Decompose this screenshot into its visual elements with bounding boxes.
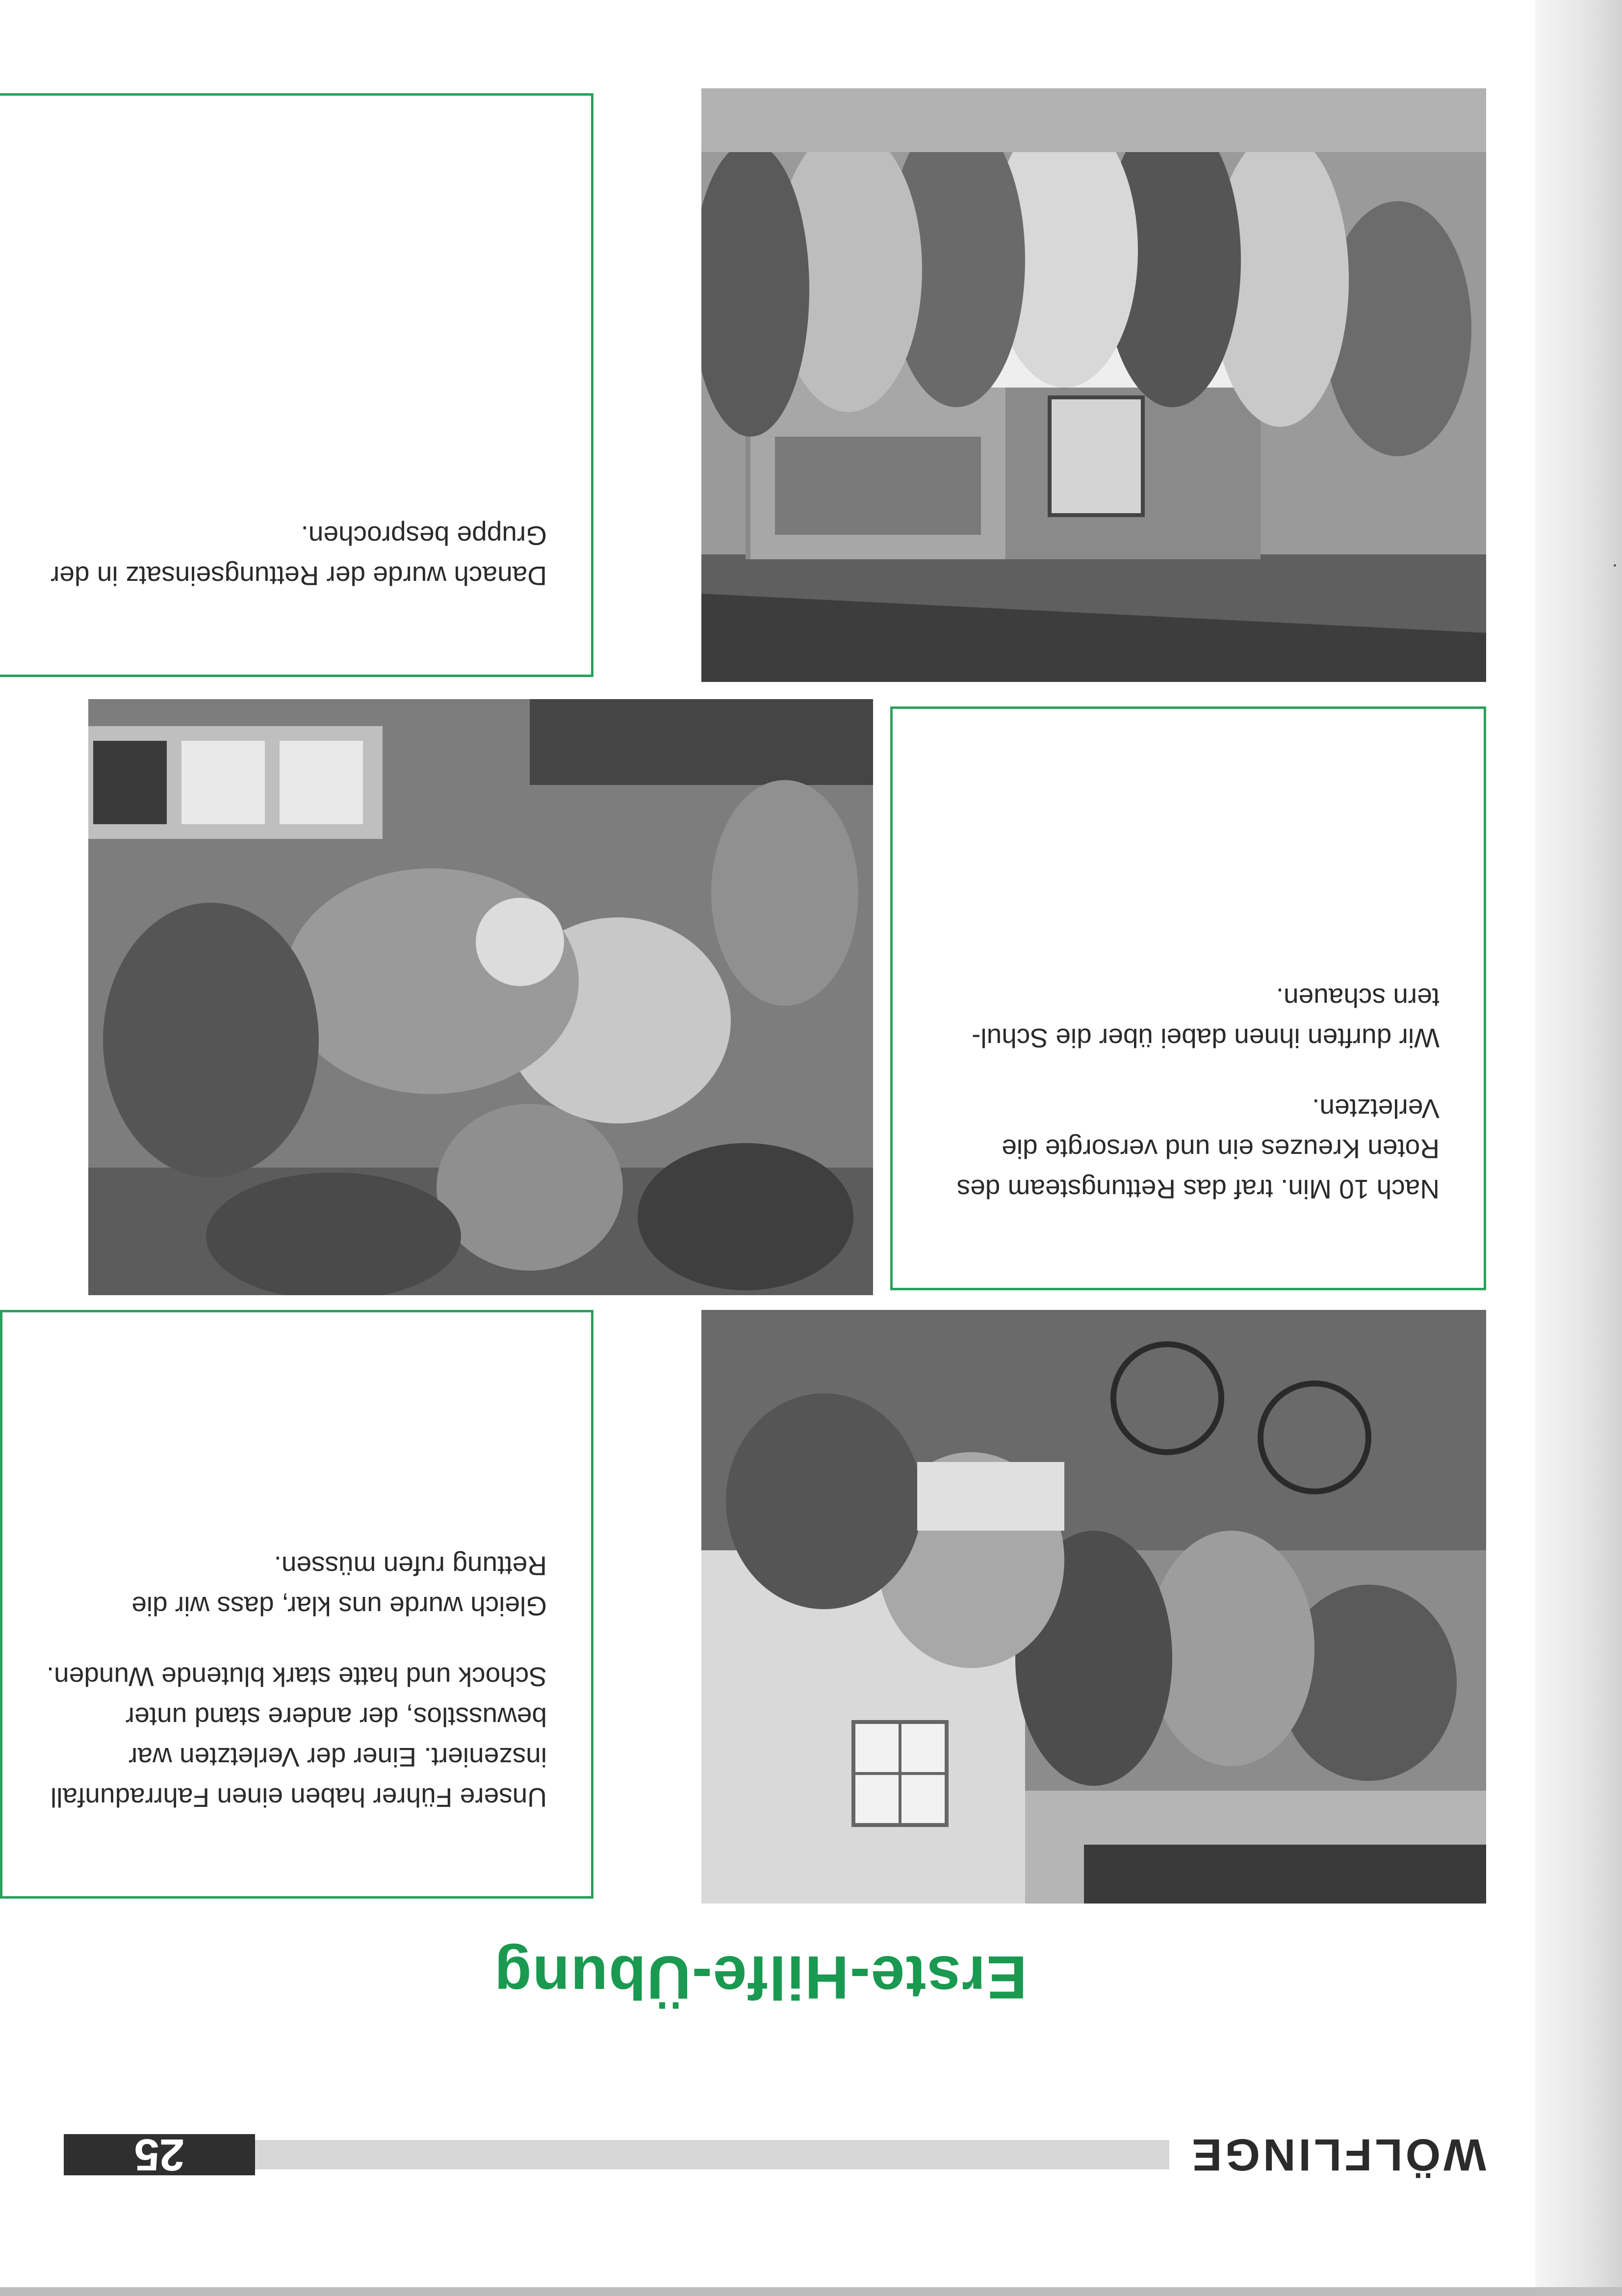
paragraph: Gleich wurde uns klar, dass wir die Rettung rufen müssen.: [131, 1551, 547, 1621]
page-title: Erste-Hilfe-Übung: [493, 1943, 1027, 2011]
paragraph: Danach wurde der Rettungseinsatz in der Gruppe besprochen.: [51, 521, 547, 591]
paragraph: Unsere Führer haben einen Fahrradunfall inszeniert. Einer der Verletzten war bewusstlos, der andere stand unter Schock und hatte stark blutende Wunden.: [46, 1662, 547, 1813]
text-box-third: [0, 93, 593, 677]
group-discussion-photo: [701, 88, 1486, 682]
page-gutter-shadow: [1535, 0, 1622, 2296]
red-cross-treatment-photo: [88, 699, 873, 1295]
text-box-second: [890, 706, 1486, 1290]
section-label: WÖLFLINGE: [1169, 2134, 1486, 2175]
crowd-bicycle-accident-photo: [701, 1310, 1486, 1904]
scan-dot: [1614, 564, 1616, 567]
paragraph: Nach 10 Min. traf das Rettungsteam des Roten Kreuzes ein und versorgte die Verletzten.: [956, 1094, 1440, 1204]
text-box-first: [0, 1310, 593, 1899]
page-header: [64, 2130, 1486, 2180]
page-number: 25: [64, 2134, 255, 2175]
paragraph: Wir durften ihnen dabei über die Schul-tern schauen.: [972, 983, 1440, 1053]
